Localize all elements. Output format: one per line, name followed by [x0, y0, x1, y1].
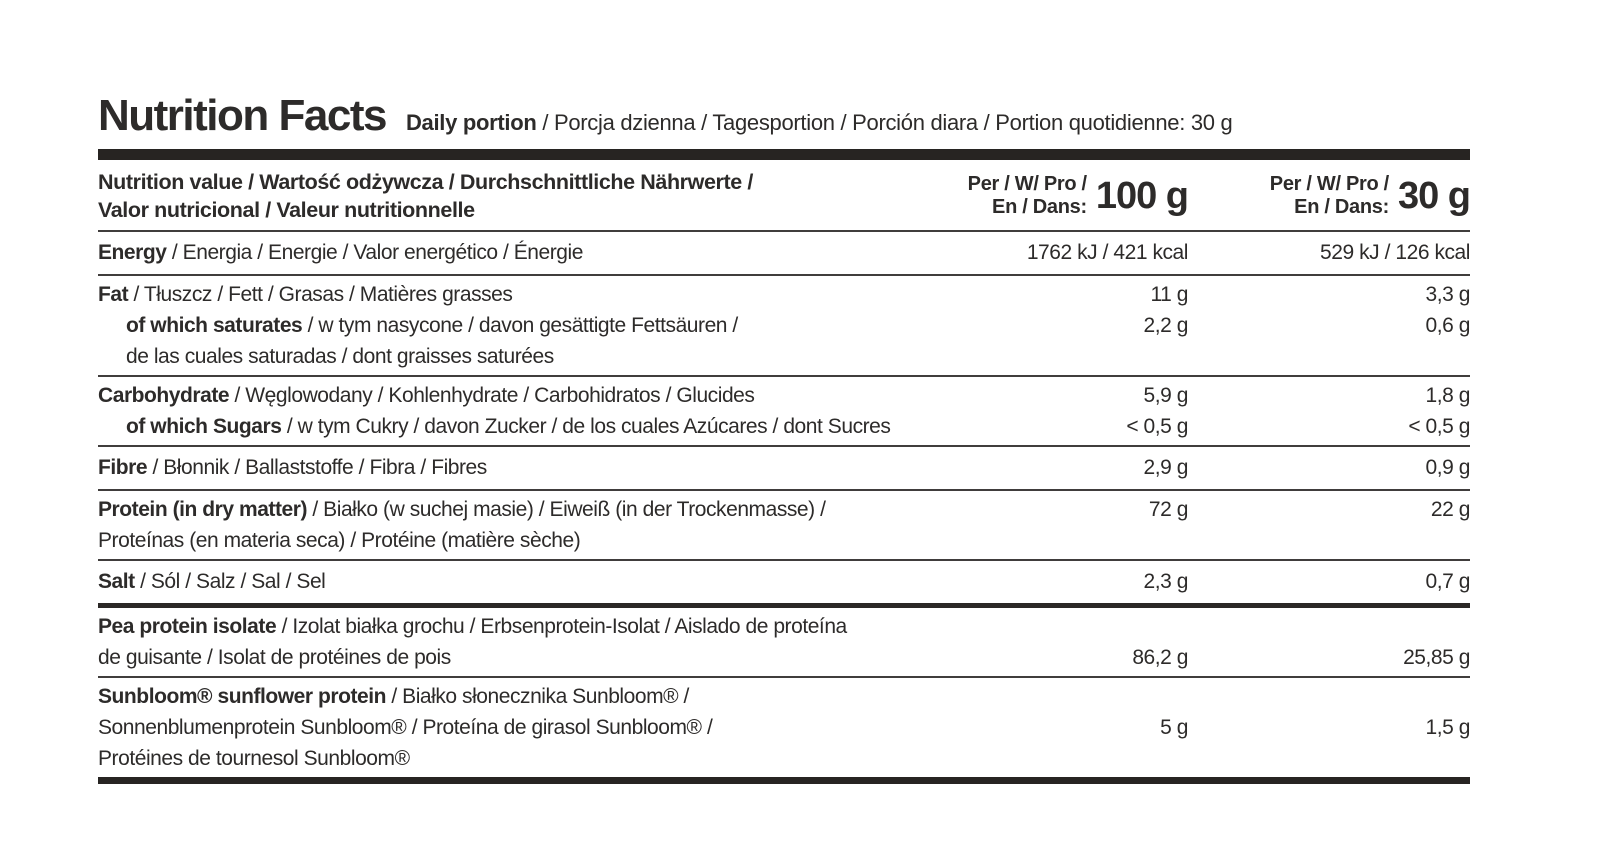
nutrient-label [98, 411, 948, 442]
row-fat [98, 274, 1470, 375]
nutrient-label [98, 279, 948, 310]
row-pea-protein-isolate [98, 603, 1470, 676]
nutrient-translations: / Energia / Energie / Valor energético / Énergie [166, 241, 583, 265]
nutrient-translations: / Białko (w suchej masie) / Eiweiß (in der Trockenmasse) / [307, 498, 826, 522]
value-per-30g: < 0,5 g [1408, 415, 1470, 439]
nutrient-translations: Sonnenblumenprotein Sunbloom® / Proteína de girasol Sunbloom® / [98, 716, 713, 740]
nutrient-name: Pea protein isolate [98, 615, 277, 639]
row-protein [98, 489, 1470, 559]
row-line [98, 494, 1470, 525]
value-per-100g: 1762 kJ / 421 kcal [1026, 241, 1188, 265]
value-per-30g: 22 g [1430, 498, 1470, 522]
value-per-100g: 5 g [1160, 716, 1188, 740]
nutrient-label [98, 611, 948, 642]
nutrient-translations: de las cuales saturadas / dont graisses saturées [126, 345, 554, 369]
value-per-100g: 2,3 g [1143, 570, 1188, 594]
value-per-30g: 25,85 g [1403, 646, 1470, 670]
nutrient-label [98, 681, 948, 712]
nutrient-rows [98, 230, 1470, 777]
row-line [98, 380, 1470, 411]
nutrient-label [98, 450, 948, 486]
row-line [98, 310, 1470, 341]
row-line [98, 564, 1470, 600]
row-energy [98, 230, 1470, 274]
label-header [98, 92, 1470, 140]
row-line [98, 450, 1470, 486]
nutrient-name: Fat [98, 283, 129, 307]
daily-portion-bold: Daily portion [405, 110, 537, 135]
value-per-100g: < 0,5 g [1126, 415, 1188, 439]
nutrition-value-column-header [98, 168, 948, 224]
row-line [98, 235, 1470, 271]
nutrient-translations: / Węglowodany / Kohlenhydrate / Carbohidratos / Glucides [229, 384, 755, 408]
nutrient-translations: Proteínas (en materia seca) / Protéine (matière sèche) [98, 529, 581, 553]
value-per-30g: 0,9 g [1425, 456, 1470, 480]
nutrient-name: Energy [98, 241, 167, 265]
per-30g-amount: 30 g [1397, 174, 1470, 217]
value-per-30g: 0,7 g [1425, 570, 1470, 594]
value-per-30g: 3,3 g [1425, 283, 1470, 307]
value-per-30g: 1,5 g [1425, 716, 1470, 740]
row-line [98, 712, 1470, 743]
nutrient-label [98, 341, 948, 372]
row-line [98, 743, 1470, 774]
per-100g-prefix: Per / W/ Pro / En / Dans: [967, 173, 1087, 219]
value-per-100g: 5,9 g [1143, 384, 1188, 408]
nutrient-name: Protein (in dry matter) [98, 498, 308, 522]
nutrient-label [98, 712, 948, 743]
value-per-100g: 2,9 g [1143, 456, 1188, 480]
nutrient-translations: / Sól / Salz / Sal / Sel [134, 570, 326, 594]
nutrient-label [98, 642, 948, 673]
value-per-30g: 0,6 g [1425, 314, 1470, 338]
value-per-100g: 72 g [1148, 498, 1188, 522]
row-line [98, 341, 1470, 372]
nutrient-label [98, 494, 948, 525]
nutrient-label [98, 310, 948, 341]
nutrient-label [98, 743, 948, 774]
value-per-30g: 1,8 g [1425, 384, 1470, 408]
nutrient-name: Salt [98, 570, 135, 594]
value-per-100g: 2,2 g [1143, 314, 1188, 338]
nutrient-name: Fibre [98, 456, 148, 480]
per-30g-prefix: Per / W/ Pro / En / Dans: [1269, 173, 1389, 219]
row-line [98, 642, 1470, 673]
nutrition-facts-label [98, 92, 1470, 784]
header-label-line1: Nutrition value / Wartość odżywcza / Durchschnittliche Nährwerte / [98, 170, 753, 195]
column-header-per-30g [1188, 173, 1470, 219]
nutrient-translations: / w tym nasycone / davon gesättigte Fettsäuren / [302, 314, 738, 338]
nutrient-translations: / Białko słonecznika Sunbloom® / [385, 685, 689, 709]
bottom-divider-bar [98, 777, 1470, 784]
nutrient-label [98, 564, 948, 600]
row-line [98, 279, 1470, 310]
nutrient-translations: Protéines de tournesol Sunbloom® [98, 747, 410, 771]
column-header-per-100g [948, 173, 1188, 219]
nutrient-translations: / Błonnik / Ballaststoffe / Fibra / Fibres [147, 456, 487, 480]
top-divider-bar [98, 149, 1470, 160]
value-per-100g: 86,2 g [1132, 646, 1188, 670]
nutrient-translations: / w tym Cukry / davon Zucker / de los cuales Azúcares / dont Sucres [281, 415, 891, 439]
nutrient-translations: de guisante / Isolat de protéines de pois [98, 646, 451, 670]
nutrient-translations: / Tłuszcz / Fett / Grasas / Matières grasses [128, 283, 513, 307]
daily-portion-translations: / Porcja dzienna / Tagesportion / Porción diara / Portion quotidienne: 30 g [536, 110, 1233, 135]
nutrient-translations: / Izolat białka grochu / Erbsenprotein-Isolat / Aislado de proteína [276, 615, 847, 639]
per-100g-amount: 100 g [1095, 174, 1188, 217]
row-carbohydrate [98, 375, 1470, 445]
nutrient-label [98, 380, 948, 411]
table-header-row [98, 160, 1470, 230]
row-line [98, 411, 1470, 442]
row-line [98, 525, 1470, 556]
row-line [98, 611, 1470, 642]
nutrient-label [98, 525, 948, 556]
row-fibre [98, 445, 1470, 489]
page-title: Nutrition Facts [98, 91, 386, 140]
nutrient-label [98, 235, 948, 271]
nutrient-name: of which saturates [126, 314, 303, 338]
value-per-100g: 11 g [1150, 283, 1188, 307]
header-label-line2: Valor nutricional / Valeur nutritionnelle [98, 198, 475, 223]
row-line [98, 681, 1470, 712]
value-per-30g: 529 kJ / 126 kcal [1320, 241, 1470, 265]
nutrient-name: of which Sugars [126, 415, 282, 439]
nutrient-name: Sunbloom® sunflower protein [98, 685, 386, 709]
row-sunbloom-sunflower-protein [98, 676, 1470, 777]
nutrient-name: Carbohydrate [98, 384, 230, 408]
daily-portion-subtitle [406, 110, 1232, 136]
row-salt [98, 559, 1470, 603]
